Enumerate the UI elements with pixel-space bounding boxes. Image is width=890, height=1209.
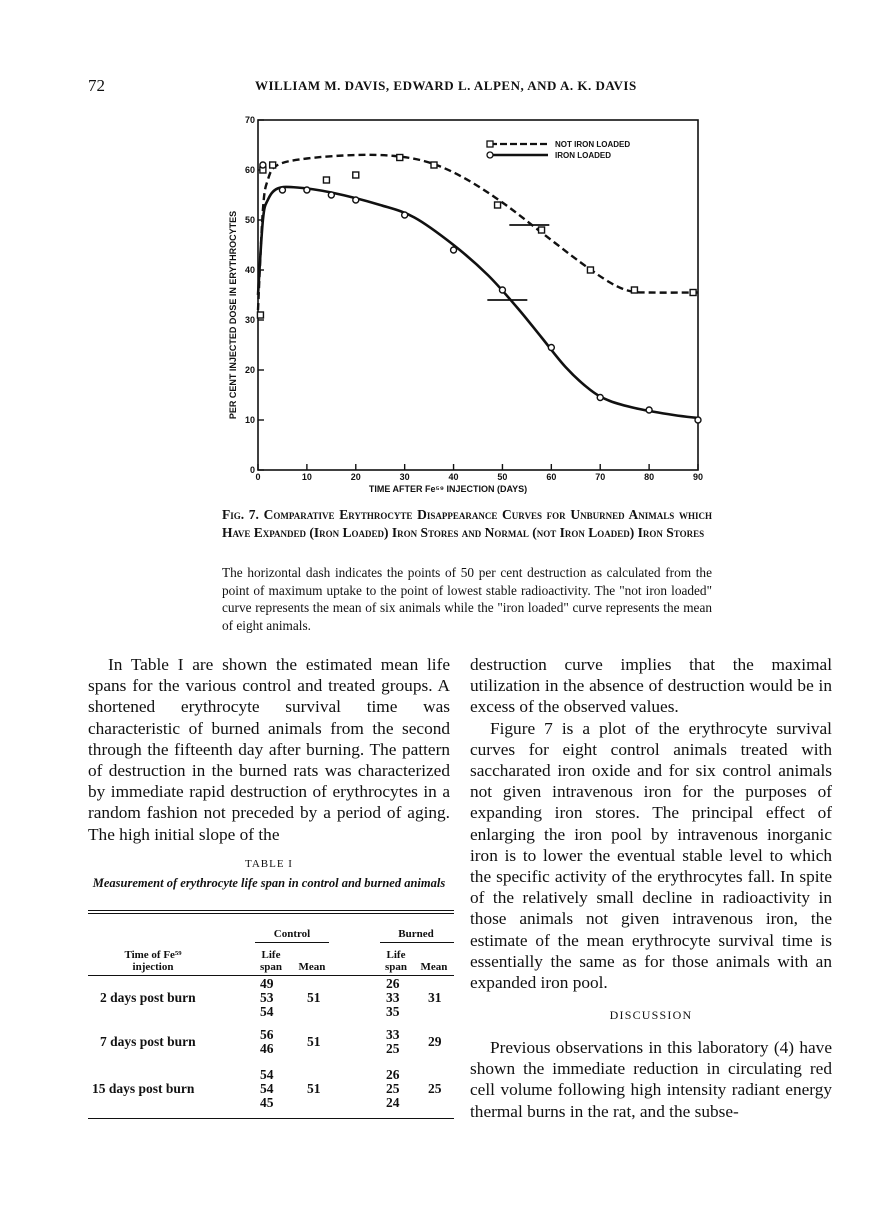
x-tick-label: 10 xyxy=(301,472,312,482)
data-point-square xyxy=(631,287,637,293)
data-point-circle xyxy=(304,187,310,193)
burned-rule xyxy=(380,942,454,943)
x-tick-label: 30 xyxy=(399,472,410,482)
row1-burned-life-c: 35 xyxy=(386,1004,400,1019)
row3-control-life-b: 54 xyxy=(260,1081,274,1096)
row2-control-mean: 51 xyxy=(307,1034,321,1049)
row2-control-life-a: 56 xyxy=(260,1027,274,1042)
data-point-circle xyxy=(597,395,603,401)
erythrocyte-survival-chart xyxy=(222,108,712,498)
y-tick-label: 70 xyxy=(244,115,255,125)
x-tick-label: 90 xyxy=(692,472,704,482)
table-caption: Measurement of erythrocyte life span in control and burned animals xyxy=(92,876,446,890)
y-tick-label: 10 xyxy=(244,415,255,425)
data-point-square xyxy=(270,162,276,168)
row-time-1: 2 days post burn xyxy=(100,990,196,1005)
row1-control-mean: 51 xyxy=(307,990,321,1005)
y-tick-label: 20 xyxy=(244,365,255,375)
row3-burned-life-c: 24 xyxy=(386,1095,400,1110)
row3-control-life-a: 54 xyxy=(260,1067,274,1082)
table-label: TABLE I xyxy=(245,858,293,870)
row-time-2: 7 days post burn xyxy=(100,1034,196,1049)
row3-burned-life-a: 26 xyxy=(386,1067,400,1082)
row2-burned-life-a: 33 xyxy=(386,1027,400,1042)
x-tick-label: 0 xyxy=(255,472,261,482)
row3-burned-mean: 25 xyxy=(428,1081,442,1096)
row1-control-life-c: 54 xyxy=(260,1004,274,1019)
data-point-circle xyxy=(402,212,408,218)
y-tick-label: 50 xyxy=(244,215,255,225)
legend-label-not-iron-loaded: NOT IRON LOADED xyxy=(555,140,631,149)
row2-burned-life-b: 25 xyxy=(386,1041,400,1056)
data-point-circle xyxy=(260,162,266,168)
row1-burned-life-b: 33 xyxy=(386,990,400,1005)
data-point-square xyxy=(431,162,437,168)
legend-marker-circle xyxy=(487,152,493,158)
data-point-square xyxy=(539,227,545,233)
row-time-3: 15 days post burn xyxy=(92,1081,195,1096)
header-burned-mean: Mean xyxy=(420,961,448,973)
header-control-mean: Mean xyxy=(298,961,326,973)
x-tick-label: 50 xyxy=(497,472,508,482)
paragraph-continuation: destruction curve implies that the maximal utilization in the absence of destruction would be in excess of the observed values. xyxy=(470,655,832,717)
row2-control-life-b: 46 xyxy=(260,1041,274,1056)
y-tick-label: 40 xyxy=(244,265,255,275)
legend-marker-square xyxy=(487,141,493,147)
header-time: Time of Fe⁵⁹ injection xyxy=(124,949,182,973)
row2-burned-mean: 29 xyxy=(428,1034,442,1049)
plot-frame xyxy=(258,120,698,470)
table-top-rule-2 xyxy=(88,913,454,914)
paragraph-table-intro: In Table I are shown the estimated mean life spans for the various control and treated groups. A shortened erythrocyte survival time was characteristic of burned animals from the second through the fifteenth day after burning. The pattern of destruction in the burned rats was characterized by immediate rapid destruction of erythrocytes in a random fashion not preceded by a period of aging. The high initial slope of the xyxy=(88,655,450,844)
data-point-square xyxy=(587,267,593,273)
row3-control-mean: 51 xyxy=(307,1081,321,1096)
header-burned: Burned xyxy=(398,928,434,940)
y-axis-label: PER CENT INJECTED DOSE IN ERYTHROCYTES xyxy=(228,210,238,420)
x-tick-label: 60 xyxy=(546,472,557,482)
discussion-heading: DISCUSSION xyxy=(609,1008,693,1022)
x-tick-label: 80 xyxy=(644,472,655,482)
table-top-rule xyxy=(88,910,454,911)
row1-control-life-b: 53 xyxy=(260,990,274,1005)
figure-caption-title: Fig. 7. Comparative Erythrocyte Disappearance Curves for Unburned Animals which Have Expanded (Iron Loaded) Iron Stores and Normal (not Iron Loaded) Iron Stores xyxy=(222,507,712,540)
body-right-column xyxy=(470,654,832,993)
y-tick-label: 30 xyxy=(244,315,255,325)
legend-label-iron-loaded: IRON LOADED xyxy=(555,151,611,160)
data-point-circle xyxy=(646,407,652,413)
header-burned-life: Life span xyxy=(384,949,408,973)
running-head: WILLIAM M. DAVIS, EDWARD L. ALPEN, AND A. K. DAVIS xyxy=(255,78,637,93)
row3-burned-life-b: 25 xyxy=(386,1081,400,1096)
x-axis-label: TIME AFTER Fe⁵⁹ INJECTION (DAYS) xyxy=(368,484,528,494)
paragraph-figure7: Figure 7 is a plot of the erythrocyte survival curves for eight control animals treated with saccharated iron oxide and for six control animals not given intravenous iron for the purposes of expanding iron stores. The principal effect of enlarging the iron pool by intravenous inorganic iron is to lower the eventual stable level to which the specific activity of the erythrocytes fall. In spite of the relatively small decline in radioactivity in those animals not given intravenous iron, the estimate of the mean erythrocyte survival time is essentially the same as for those animals with an expanded iron pool. xyxy=(470,718,832,993)
row1-burned-life-a: 26 xyxy=(386,976,400,991)
row3-control-life-c: 45 xyxy=(260,1095,274,1110)
data-point-square xyxy=(257,312,263,318)
row1-burned-mean: 31 xyxy=(428,990,442,1005)
page-number: 72 xyxy=(88,76,105,95)
row1-control-life-a: 49 xyxy=(260,976,274,991)
series-line-iron-loaded xyxy=(258,187,698,418)
x-tick-label: 70 xyxy=(595,472,606,482)
control-rule xyxy=(255,942,329,943)
body-left-column xyxy=(88,654,450,845)
data-point-square xyxy=(495,202,501,208)
header-control-life: Life span xyxy=(259,949,283,973)
data-point-square xyxy=(690,290,696,296)
data-point-square xyxy=(397,155,403,161)
data-point-circle xyxy=(695,417,701,423)
y-tick-label: 60 xyxy=(244,165,255,175)
figure-caption-note: The horizontal dash indicates the points of 50 per cent destruction as calculated from the point of maximum uptake to the point of lowest stable radioactivity. The "not iron loaded" curve represents the mean of six animals while the "iron loaded" curve represents the mean of eight animals. xyxy=(222,565,712,633)
data-point-circle xyxy=(548,345,554,351)
data-point-circle xyxy=(499,287,505,293)
data-point-circle xyxy=(353,197,359,203)
x-tick-label: 40 xyxy=(448,472,459,482)
data-point-circle xyxy=(279,187,285,193)
discussion-paragraph: Previous observations in this laboratory (4) have shown the immediate reduction in circulating red cell volume following high intensity radiant energy thermal burns in the rat, and the subse- xyxy=(470,1038,832,1121)
data-point-square xyxy=(323,177,329,183)
data-point-circle xyxy=(451,247,457,253)
discussion-column xyxy=(470,1037,832,1122)
table-bottom-rule xyxy=(88,1118,454,1119)
header-control: Control xyxy=(273,928,311,940)
x-tick-label: 20 xyxy=(350,472,361,482)
data-point-circle xyxy=(328,192,334,198)
y-tick-label: 0 xyxy=(249,465,255,475)
data-point-square xyxy=(353,172,359,178)
